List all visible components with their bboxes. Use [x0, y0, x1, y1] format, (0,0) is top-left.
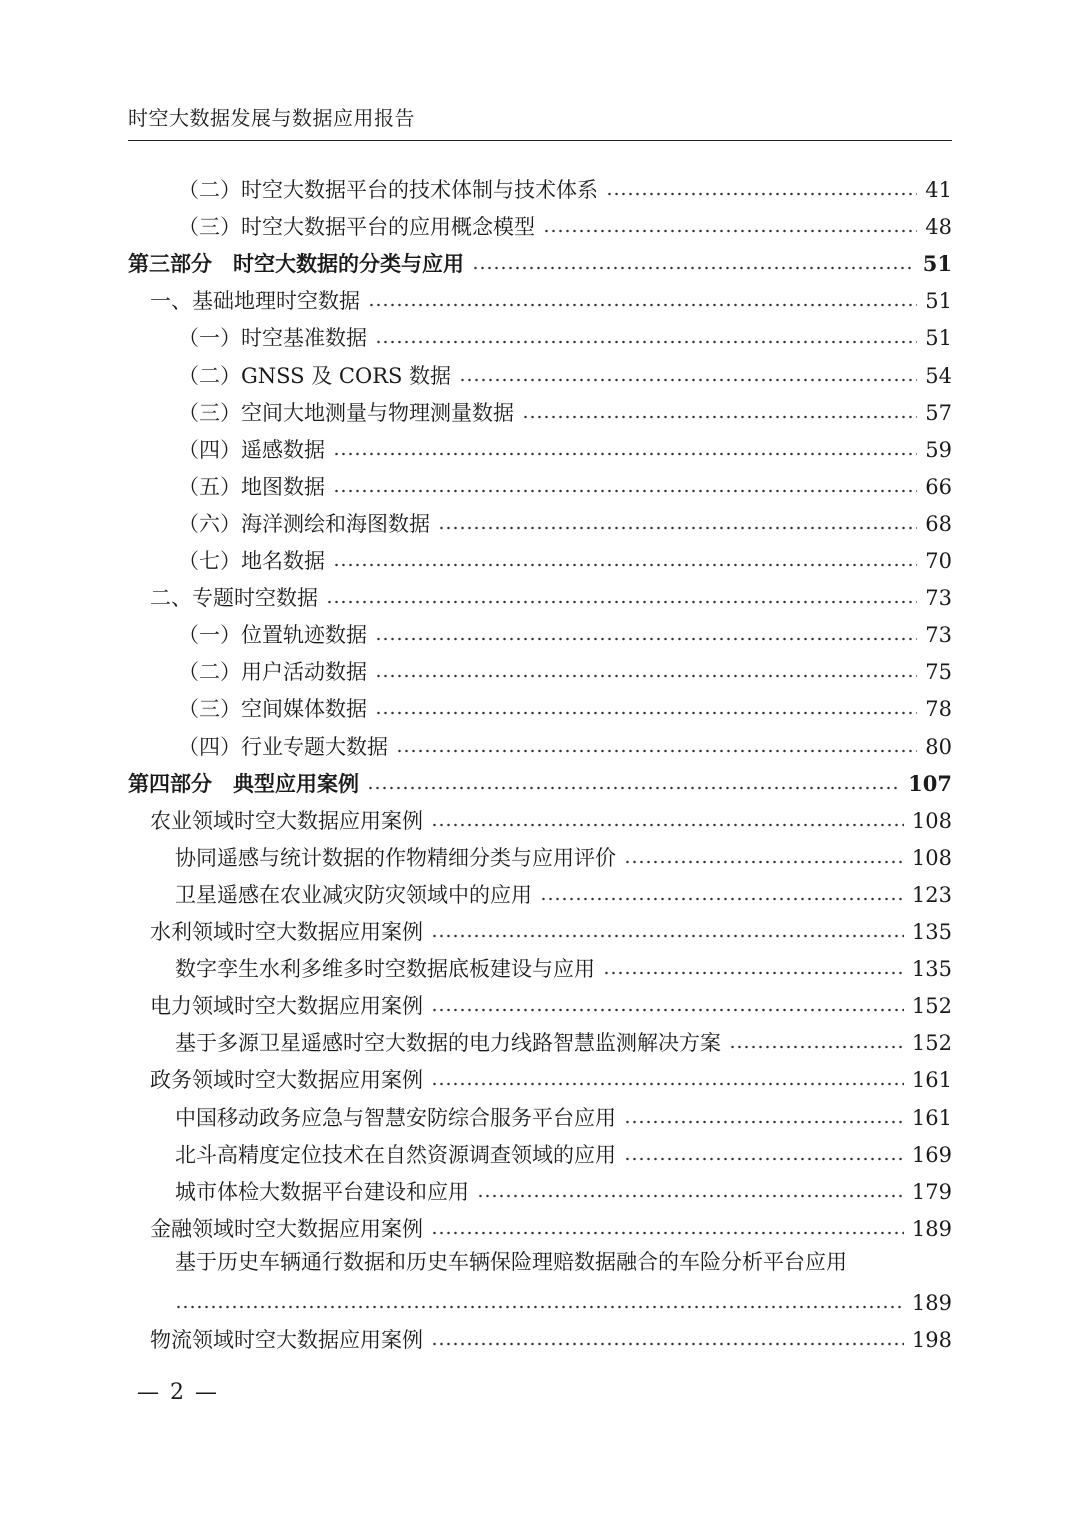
- toc-entry: [0, 1170, 952, 1207]
- toc-entry-title: 基于多源卫星遥感时空大数据的电力线路智慧监测解决方案: [175, 1031, 721, 1055]
- toc-entry: [0, 316, 952, 353]
- toc-entry-page: 108: [911, 846, 952, 870]
- toc-dot-leader: [333, 451, 917, 457]
- toc-entry-title: （二）用户活动数据: [178, 660, 367, 684]
- toc-dot-leader: [729, 1044, 904, 1050]
- toc-entry: [0, 650, 952, 687]
- toc-dot-leader: [624, 1119, 904, 1125]
- toc-dot-leader: [540, 896, 904, 902]
- toc-dot-leader: [431, 822, 904, 828]
- toc-dot-leader: [438, 525, 917, 531]
- toc-entry: [0, 539, 952, 576]
- toc-entry: [0, 984, 952, 1021]
- toc-dot-leader: [624, 859, 904, 865]
- toc-entry: [0, 725, 952, 762]
- toc-entry: [0, 1058, 952, 1095]
- toc-entry: [0, 799, 952, 836]
- toc-entry: [0, 836, 952, 873]
- toc-dot-leader: [543, 228, 917, 234]
- toc-entry-page: 107: [908, 771, 952, 796]
- toc-dot-leader: [431, 1230, 904, 1236]
- toc-entry: [0, 1096, 952, 1133]
- toc-entry-page: 135: [911, 957, 952, 981]
- toc-entry: [0, 1133, 952, 1170]
- toc-entry-page: 51: [925, 326, 952, 350]
- toc-entry: [0, 873, 952, 910]
- toc-entry-page: 198: [911, 1328, 952, 1352]
- toc-entry: [0, 391, 952, 428]
- toc-entry-page: 189: [911, 1291, 952, 1315]
- toc-entry-page: 73: [925, 623, 952, 647]
- toc-entry-title: 水利领域时空大数据应用案例: [150, 920, 423, 944]
- toc-entry-title: 数字孪生水利多维多时空数据底板建设与应用: [175, 957, 595, 981]
- toc-dot-leader: [333, 562, 917, 568]
- toc-dot-leader: [606, 191, 917, 197]
- toc-dot-leader: [396, 748, 917, 754]
- toc-entry-page: 152: [911, 994, 952, 1018]
- toc-dot-leader: [477, 1193, 904, 1199]
- toc-dot-leader: [175, 1304, 904, 1310]
- toc-dot-leader: [367, 785, 900, 791]
- toc-entry-page: 123: [911, 883, 952, 907]
- toc-entry: [0, 947, 952, 984]
- toc-entry: [0, 687, 952, 724]
- toc-dot-leader: [333, 488, 917, 494]
- toc-entry-title: 北斗高精度定位技术在自然资源调查领域的应用: [175, 1143, 616, 1167]
- toc-entry-page: 57: [925, 401, 952, 425]
- toc-entry-title: （七）地名数据: [178, 549, 325, 573]
- toc-dot-leader: [603, 970, 904, 976]
- toc-entry-title: 电力领域时空大数据应用案例: [150, 994, 423, 1018]
- toc-entry-page: 189: [911, 1217, 952, 1241]
- toc-entry-title: 金融领域时空大数据应用案例: [150, 1217, 423, 1241]
- toc-entry: [0, 242, 952, 279]
- toc-wrapped-title: 基于历史车辆通行数据和历史车辆保险理赔数据融合的车险分析平台应用: [175, 1250, 847, 1274]
- toc-entry-title: （三）时空大数据平台的应用概念模型: [178, 215, 535, 239]
- toc-entry-title: （四）遥感数据: [178, 438, 325, 462]
- toc-entry-title: （二）GNSS 及 CORS 数据: [178, 364, 452, 388]
- toc-entry: [0, 1281, 952, 1318]
- toc-entry-page: 66: [925, 475, 952, 499]
- toc-entry: [0, 354, 952, 391]
- toc-entry: [0, 502, 952, 539]
- toc-entry-page: 108: [911, 809, 952, 833]
- toc-dot-leader: [326, 599, 917, 605]
- toc-entry-title: （六）海洋测绘和海图数据: [178, 512, 430, 536]
- toc-entry-page: 135: [911, 920, 952, 944]
- toc-entry-title: （五）地图数据: [178, 475, 325, 499]
- toc-entry: [0, 279, 952, 316]
- toc-entry-page: 161: [911, 1106, 952, 1130]
- toc-entry: [0, 465, 952, 502]
- page-number: — 2 —: [137, 1380, 219, 1405]
- toc-entry: [0, 576, 952, 613]
- toc-entry-page: 68: [925, 512, 952, 536]
- toc-entry: [0, 428, 952, 465]
- toc-entry-title: （二）时空大数据平台的技术体制与技术体系: [178, 178, 598, 202]
- toc-entry: [0, 205, 952, 242]
- toc-dot-leader: [431, 1341, 904, 1347]
- toc-entry-title: 中国移动政务应急与智慧安防综合服务平台应用: [175, 1106, 616, 1130]
- toc-entry-page: 161: [911, 1068, 952, 1092]
- toc-dot-leader: [472, 265, 915, 271]
- toc-entry-title: 二、专题时空数据: [150, 586, 318, 610]
- toc-entry-page: 51: [922, 251, 952, 276]
- toc-entry-page: 48: [925, 215, 952, 239]
- toc-entry-title: 农业领域时空大数据应用案例: [150, 809, 423, 833]
- toc-entry: [0, 613, 952, 650]
- toc-entry-title: 协同遥感与统计数据的作物精细分类与应用评价: [175, 846, 616, 870]
- toc-dot-leader: [431, 933, 904, 939]
- toc-entry-title: （一）位置轨迹数据: [178, 623, 367, 647]
- toc-entry-page: 70: [925, 549, 952, 573]
- toc-entry-page: 41: [925, 178, 952, 202]
- toc-entry-title: （四）行业专题大数据: [178, 735, 388, 759]
- toc-entry-page: 54: [925, 364, 952, 388]
- toc-entry-page: 169: [911, 1143, 952, 1167]
- toc-dot-leader: [368, 302, 917, 308]
- toc-dot-leader: [522, 414, 917, 420]
- toc-entry-title: 第三部分 时空大数据的分类与应用: [128, 252, 464, 276]
- toc-entry-page: 179: [911, 1180, 952, 1204]
- toc-entry-page: 59: [925, 438, 952, 462]
- toc-entry-page: 51: [925, 289, 952, 313]
- toc-entry-title: 城市体检大数据平台建设和应用: [175, 1180, 469, 1204]
- toc-entry-page: 73: [925, 586, 952, 610]
- toc-entry-page: 152: [911, 1031, 952, 1055]
- toc-dot-leader: [431, 1081, 904, 1087]
- toc-dot-leader: [624, 1156, 904, 1162]
- toc-entry-title: （三）空间大地测量与物理测量数据: [178, 401, 514, 425]
- toc-entry-title: （三）空间媒体数据: [178, 697, 367, 721]
- toc-entry-page: 75: [925, 660, 952, 684]
- toc-entry: [0, 1021, 952, 1058]
- toc-dot-leader: [431, 1007, 904, 1013]
- toc-entry-title: 第四部分 典型应用案例: [128, 772, 359, 796]
- header-rule: [128, 140, 952, 141]
- toc-entry-title: 物流领域时空大数据应用案例: [150, 1328, 423, 1352]
- toc-entry-page: 78: [925, 697, 952, 721]
- toc-entry: [0, 1318, 952, 1355]
- toc-dot-leader: [375, 636, 917, 642]
- toc-entry: [0, 762, 952, 799]
- toc-entry-title: 政务领域时空大数据应用案例: [150, 1068, 423, 1092]
- toc-entry-title: 卫星遥感在农业减灾防灾领域中的应用: [175, 883, 532, 907]
- running-header: 时空大数据发展与数据应用报告: [128, 106, 415, 130]
- toc-dot-leader: [375, 710, 917, 716]
- toc-dot-leader: [375, 339, 917, 345]
- toc-entry: [0, 168, 952, 205]
- toc-dot-leader: [375, 673, 917, 679]
- toc-entry: [0, 1207, 952, 1244]
- toc-dot-leader: [459, 377, 917, 383]
- toc-entry-title: （一）时空基准数据: [178, 326, 367, 350]
- toc-entry-page: 80: [925, 735, 952, 759]
- toc-entry-title: 一、基础地理时空数据: [150, 289, 360, 313]
- toc-entry: [0, 910, 952, 947]
